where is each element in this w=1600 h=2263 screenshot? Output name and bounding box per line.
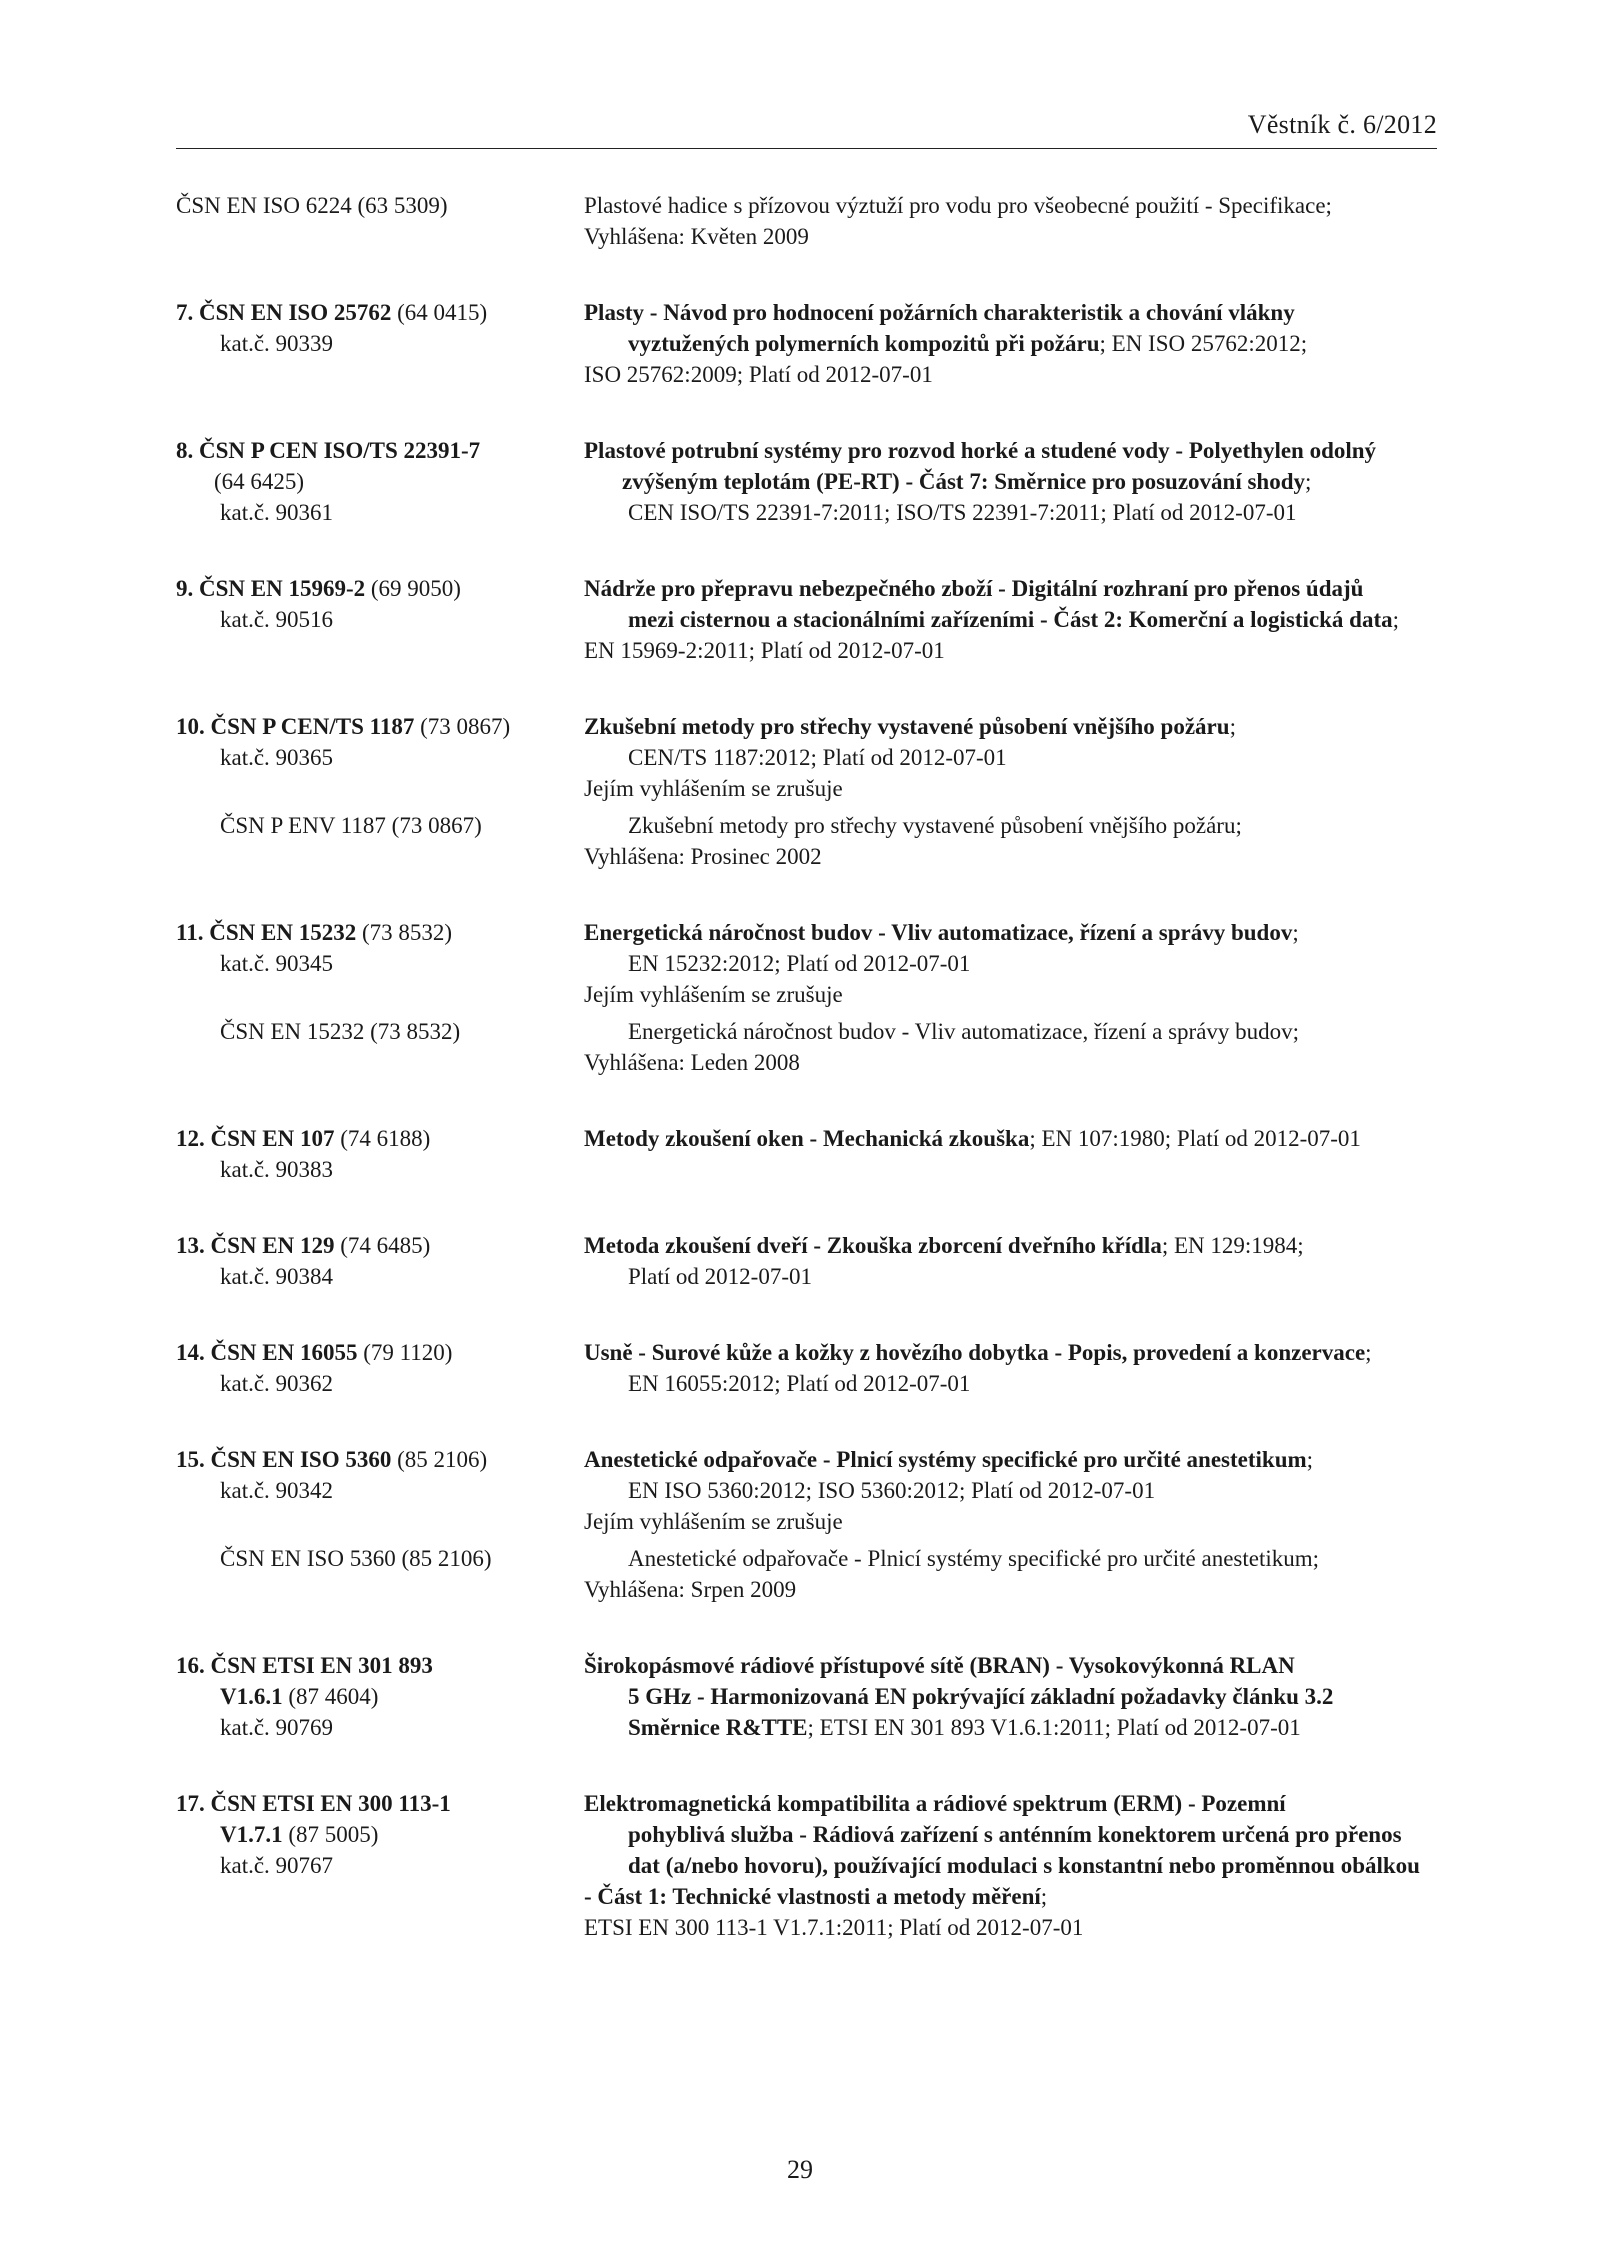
validity: EN ISO 5360:2012; ISO 5360:2012; Platí od 2012-07-01 <box>628 1478 1156 1503</box>
standard-refs: ; EN 129:1984; <box>1161 1233 1304 1258</box>
item-number: 7. <box>176 300 194 325</box>
standard-title: Plasty - Návod pro hodnocení požárních charakteristik a chování vlákny <box>584 300 1295 325</box>
code-classification: (85 2106) <box>391 1447 488 1472</box>
standard-title: zvýšeným teplotám (PE-RT) - Část 7: Směrnice pro posuzování shody <box>622 469 1305 494</box>
standard-title: vyztužených polymerních kompozitů při požáru <box>628 331 1100 356</box>
catalog-number: kat.č. 90342 <box>220 1478 334 1503</box>
cancelled-standard-title: Energetická náročnost budov - Vliv automatizace, řízení a správy budov; <box>628 1019 1300 1044</box>
code-classification: (79 1120) <box>357 1340 453 1365</box>
code-bold: ČSN EN 129 <box>210 1233 335 1258</box>
item-number: 9. <box>176 576 194 601</box>
item-number: 10. <box>176 714 205 739</box>
list-item <box>176 297 1437 390</box>
catalog-number: kat.č. 90767 <box>220 1853 334 1878</box>
code-bold: ČSN ETSI EN 301 893 <box>210 1653 433 1678</box>
standard-title: Energetická náročnost budov - Vliv automatizace, řízení a správy budov <box>584 920 1293 945</box>
code-bold: ČSN EN ISO 25762 <box>199 300 392 325</box>
standard-title: Nádrže pro přepravu nebezpečného zboží - Digitální rozhraní pro přenos údajů <box>584 576 1364 601</box>
page-header <box>176 108 1437 149</box>
code-bold: ČSN EN ISO 5360 <box>210 1447 392 1472</box>
code-classification: (64 0415) <box>391 300 488 325</box>
cancels-label: Jejím vyhlášením se zrušuje <box>584 1509 843 1534</box>
code-version: V1.7.1 (87 5005) <box>220 1822 379 1847</box>
standard-refs: ; ETSI EN 301 893 V1.6.1:2011; Platí od 2012-07-01 <box>807 1715 1301 1740</box>
item-number: 15. <box>176 1447 205 1472</box>
validity: ISO 25762:2009; Platí od 2012-07-01 <box>584 362 933 387</box>
validity: ETSI EN 300 113-1 V1.7.1:2011; Platí od 2012-07-01 <box>584 1915 1084 1940</box>
standard-title: Anestetické odpařovače - Plnicí systémy specifické pro určité anestetikum <box>584 1447 1307 1472</box>
catalog-number: kat.č. 90769 <box>220 1715 334 1740</box>
code-classification: (73 0867) <box>414 714 511 739</box>
catalog-number: kat.č. 90339 <box>220 331 334 356</box>
bulletin-title: Věstník č. 6/2012 <box>1247 110 1437 139</box>
code-bold: ČSN P CEN ISO/TS 22391-7 <box>199 438 481 463</box>
catalog-number: kat.č. 90383 <box>220 1157 334 1182</box>
validity: EN 15232:2012; Platí od 2012-07-01 <box>628 951 971 976</box>
standard-code: ČSN EN ISO 6224 (63 5309) <box>176 193 448 218</box>
standard-code <box>176 917 584 948</box>
standard-code <box>176 1230 584 1261</box>
code-classification: (69 9050) <box>365 576 461 601</box>
standard-code <box>176 573 584 604</box>
cancelled-standard-code: ČSN P ENV 1187 (73 0867) <box>220 813 482 838</box>
cancels-label: Jejím vyhlášením se zrušuje <box>584 982 843 1007</box>
standard-title: Širokopásmové rádiové přístupové sítě (BRAN) - Vysokovýkonná RLAN <box>584 1653 1295 1678</box>
list-item: 10. ČSN P CEN/TS 1187 (73 0867) Zkušební metody pro střechy vystavené působení vnějšího požáru; kat.č. 90365 CEN/TS 1187:2012; Platí od 2012-07-01 Jejím vyhlášením se zrušuje ČSN P ENV 1187 (73 0867) Zkušební metody pro střechy vystavené působení vnějšího požáru; Vyhlášena: Prosinec 2002 <box>176 711 1437 872</box>
standard-title: Elektromagnetická kompatibilita a rádiové spektrum (ERM) - Pozemní <box>584 1791 1286 1816</box>
declaration-date: Vyhlášena: Srpen 2009 <box>584 1577 797 1602</box>
list-item: 17. ČSN ETSI EN 300 113-1 Elektromagnetická kompatibilita a rádiové spektrum (ERM) - Pozemní V1.7.1 (87 5005) pohyblivá služba - Rádiová zařízení s anténním konektorem určená pro přenos kat.č. 90767 dat (a/nebo hovoru), používající modulaci s konstantní nebo proměnnou obálkou - Část 1: Technické vlastnosti a metody měření; ETSI EN 300 113-1 V1.7.1:2011; Platí od 2012-07-01 <box>176 1788 1437 1943</box>
list-item <box>176 1650 1437 1743</box>
validity: Platí od 2012-07-01 <box>628 1264 812 1289</box>
list-item: 14. ČSN EN 16055 (79 1120) Usně - Surové kůže a kožky z hovězího dobytka - Popis, provedení a konzervace; kat.č. 90362 EN 16055:2012; Platí od 2012-07-01 <box>176 1337 1437 1399</box>
item-number: 13. <box>176 1233 205 1258</box>
catalog-number: kat.č. 90362 <box>220 1371 334 1396</box>
standard-code <box>176 1444 584 1475</box>
list-item: 8. ČSN P CEN ISO/TS 22391-7 Plastové potrubní systémy pro rozvod horké a studené vody - Polyethylen odolný (64 6425) zvýšeným teplotám (PE-RT) - Část 7: Směrnice pro posuzování shody; kat.č. 90361 CEN ISO/TS 22391-7:2011; ISO/TS 22391-7:2011; Platí od 2012-07-01 <box>176 435 1437 528</box>
code-bold: ČSN EN 15232 <box>209 920 357 945</box>
code-classification: (87 4604) <box>282 1684 379 1709</box>
list-item <box>176 190 1437 252</box>
catalog-number: kat.č. 90345 <box>220 951 334 976</box>
standard-title: Metoda zkoušení dveří - Zkouška zborcení dveřního křídla <box>584 1233 1162 1258</box>
item-number: 17. <box>176 1791 205 1816</box>
code-classification: (73 8532) <box>356 920 453 945</box>
code-bold: ČSN EN 107 <box>210 1126 335 1151</box>
standard-title: Zkušební metody pro střechy vystavené působení vnějšího požáru <box>584 714 1230 739</box>
standard-code <box>176 711 584 742</box>
standard-title: Plastové potrubní systémy pro rozvod horké a studené vody - Polyethylen odolný <box>584 438 1377 463</box>
standard-title: mezi cisternou a stacionálními zařízeními - Část 2: Komerční a logistická data <box>628 607 1393 632</box>
page-number: 29 <box>787 2155 813 2184</box>
validity: CEN/TS 1187:2012; Platí od 2012-07-01 <box>628 745 1007 770</box>
code-bold: ČSN ETSI EN 300 113-1 <box>210 1791 451 1816</box>
code-classification: (64 6425) <box>214 469 305 494</box>
standard-refs: ; EN 107:1980; Platí od 2012-07-01 <box>1029 1126 1361 1151</box>
standard-title: dat (a/nebo hovoru), používající modulaci s konstantní nebo proměnnou obálkou <box>628 1853 1420 1878</box>
code-version: V1.6.1 (87 4604) <box>220 1684 379 1709</box>
cancelled-standard-code: ČSN EN 15232 (73 8532) <box>220 1019 461 1044</box>
item-number: 11. <box>176 920 204 945</box>
item-number: 8. <box>176 438 194 463</box>
code-bold: ČSN EN 16055 <box>210 1340 358 1365</box>
standard-code <box>176 1337 584 1368</box>
catalog-number: kat.č. 90384 <box>220 1264 334 1289</box>
cancelled-standard-code: ČSN EN ISO 5360 (85 2106) <box>220 1546 492 1571</box>
code-classification: (74 6485) <box>334 1233 431 1258</box>
standard-title: pohyblivá služba - Rádiová zařízení s anténním konektorem určená pro přenos <box>628 1822 1402 1847</box>
standard-title: Směrnice R&TTE <box>628 1715 808 1740</box>
item-number: 12. <box>176 1126 205 1151</box>
catalog-number: kat.č. 90365 <box>220 745 334 770</box>
standard-code <box>176 1650 584 1681</box>
standard-code <box>176 1788 584 1819</box>
declaration-date: Vyhlášena: Leden 2008 <box>584 1050 800 1075</box>
list-item: 11. ČSN EN 15232 (73 8532) Energetická náročnost budov - Vliv automatizace, řízení a správy budov; kat.č. 90345 EN 15232:2012; Platí od 2012-07-01 Jejím vyhlášením se zrušuje ČSN EN 15232 (73 8532) Energetická náročnost budov - Vliv automatizace, řízení a správy budov; Vyhlášena: Leden 2008 <box>176 917 1437 1078</box>
list-item <box>176 1123 1437 1185</box>
cancels-label: Jejím vyhlášením se zrušuje <box>584 776 843 801</box>
standard-title: Metody zkoušení oken - Mechanická zkouška <box>584 1126 1030 1151</box>
cancelled-standard-title: Zkušební metody pro střechy vystavené působení vnějšího požáru; <box>628 813 1242 838</box>
item-number: 16. <box>176 1653 205 1678</box>
list-item: 15. ČSN EN ISO 5360 (85 2106) Anestetické odpařovače - Plnicí systémy specifické pro určité anestetikum; kat.č. 90342 EN ISO 5360:2012; ISO 5360:2012; Platí od 2012-07-01 Jejím vyhlášením se zrušuje ČSN EN ISO 5360 (85 2106) Anestetické odpařovače - Plnicí systémy specifické pro určité anestetikum; Vyhlášena: Srpen 2009 <box>176 1444 1437 1605</box>
validity: EN 15969-2:2011; Platí od 2012-07-01 <box>584 638 945 663</box>
list-item: 9. ČSN EN 15969-2 (69 9050) Nádrže pro přepravu nebezpečného zboží - Digitální rozhraní pro přenos údajů kat.č. 90516 mezi cisternou a stacionálními zařízeními - Část 2: Komerční a logistická data; EN 15969-2:2011; Platí od 2012-07-01 <box>176 573 1437 666</box>
standard-code <box>176 435 584 466</box>
standard-title: - Část 1: Technické vlastnosti a metody měření <box>584 1884 1041 1909</box>
code-classification: (74 6188) <box>334 1126 431 1151</box>
list-item <box>176 1230 1437 1292</box>
validity: EN 16055:2012; Platí od 2012-07-01 <box>628 1371 971 1396</box>
catalog-number: kat.č. 90516 <box>220 607 334 632</box>
validity: CEN ISO/TS 22391-7:2011; ISO/TS 22391-7:2011; Platí od 2012-07-01 <box>628 500 1297 525</box>
standard-refs: ; EN ISO 25762:2012; <box>1099 331 1308 356</box>
standard-title: Usně - Surové kůže a kožky z hovězího dobytka - Popis, provedení a konzervace <box>584 1340 1366 1365</box>
catalog-number: kat.č. 90361 <box>220 500 334 525</box>
code-classification: (87 5005) <box>282 1822 379 1847</box>
standard-title: 5 GHz - Harmonizovaná EN pokrývající základní požadavky článku 3.2 <box>628 1684 1334 1709</box>
standard-code <box>176 297 584 328</box>
standard-title: Plastové hadice s přízovou výztuží pro vodu pro všeobecné použití - Specifikace; <box>584 193 1332 218</box>
code-bold: ČSN P CEN/TS 1187 <box>210 714 415 739</box>
standard-code <box>176 1123 584 1154</box>
declaration-date: Vyhlášena: Květen 2009 <box>584 224 809 249</box>
cancelled-standard-title: Anestetické odpařovače - Plnicí systémy specifické pro určité anestetikum; <box>628 1546 1320 1571</box>
item-number: 14. <box>176 1340 205 1365</box>
code-bold: ČSN EN 15969-2 <box>199 576 366 601</box>
declaration-date: Vyhlášena: Prosinec 2002 <box>584 844 822 869</box>
standards-list <box>176 190 1437 1988</box>
